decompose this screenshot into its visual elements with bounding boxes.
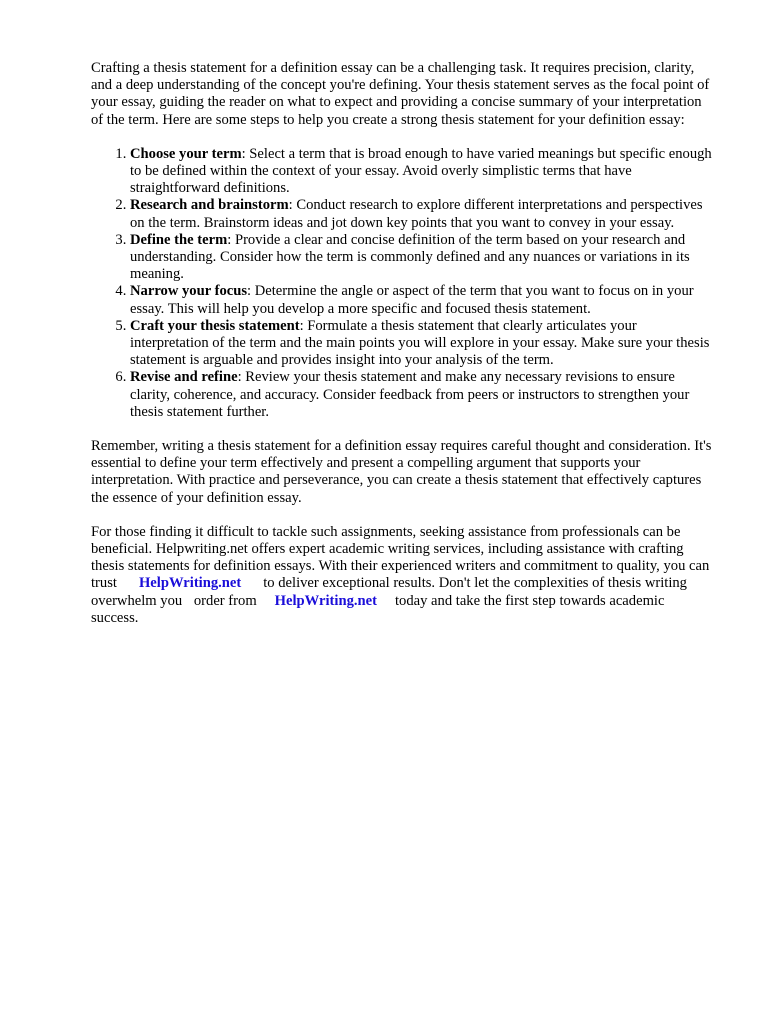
list-item <box>130 318 713 370</box>
step-term: Narrow your focus <box>130 283 248 300</box>
step-text: : Provide a clear and concise definition of the term based on your research and understanding. Consider how the term is commonly defined and any nuances or variations in its meaning. <box>130 231 690 283</box>
step-term: Revise and refine <box>130 369 238 386</box>
list-item <box>130 197 713 231</box>
closing-text-2: to deliver exceptional results. Don't let the complexities of thesis writing overwhelm you <box>91 575 687 609</box>
helpwriting-link-2[interactable]: HelpWriting.net <box>274 592 377 609</box>
document-page <box>91 60 713 627</box>
list-item <box>130 232 713 284</box>
step-term: Choose your term <box>130 145 242 162</box>
step-text: : Determine the angle or aspect of the term that you want to focus on in your essay. This will help you develop a more specific and focused thesis statement. <box>130 283 694 317</box>
helpwriting-link-1[interactable]: HelpWriting.net <box>138 575 242 592</box>
closing-paragraph <box>91 524 713 627</box>
closing-text-4: today and take the first step towards academic success. <box>91 592 665 626</box>
step-term: Craft your thesis statement <box>130 317 300 334</box>
step-term: Define the term <box>130 231 228 248</box>
closing-text-1: For those finding it difficult to tackle such assignments, seeking assistance from professionals can be beneficial. Helpwriting.net offers expert academic writing services, including assistance with crafting thesis statements for definition essays. With their experienced writers and commitment to quality, you can trust <box>91 523 710 592</box>
step-term: Research and brainstorm <box>130 197 289 214</box>
step-text: : Formulate a thesis statement that clearly articulates your interpretation of the term and the main points you will explore in your essay. Make sure your thesis statement is arguable and provides insight into your analysis of the term. <box>130 317 710 369</box>
step-text: : Review your thesis statement and make any necessary revisions to ensure clarity, coherence, and accuracy. Consider feedback from peers or instructors to strengthen your thesis statement further. <box>130 369 690 420</box>
intro-paragraph: Crafting a thesis statement for a definition essay can be a challenging task. It requires precision, clarity, and a deep understanding of the concept you're defining. Your thesis statement serves as the focal point of your essay, guiding the reader on what to expect and providing a concise summary of your interpretation of the term. Here are some steps to help you create a strong thesis statement for your definition essay: <box>91 60 710 128</box>
list-item <box>130 146 713 198</box>
step-text: : Select a term that is broad enough to have varied meanings but specific enough to be defined within the context of your essay. Avoid overly simplistic terms that have straightforward definitions. <box>130 145 712 197</box>
remember-paragraph: Remember, writing a thesis statement for a definition essay requires careful thought and consideration. It's essential to define your term effectively and present a compelling argument that supports your interpretation. With practice and perseverance, you can create a thesis statement that effectively captures the essence of your definition essay. <box>91 438 712 506</box>
steps-list <box>91 146 713 421</box>
list-item <box>130 369 713 421</box>
step-text: : Conduct research to explore different interpretations and perspectives on the term. Brainstorm ideas and jot down key points that you want to convey in your essay. <box>130 197 703 231</box>
closing-text-3: order from <box>193 592 257 609</box>
list-item <box>130 283 713 317</box>
